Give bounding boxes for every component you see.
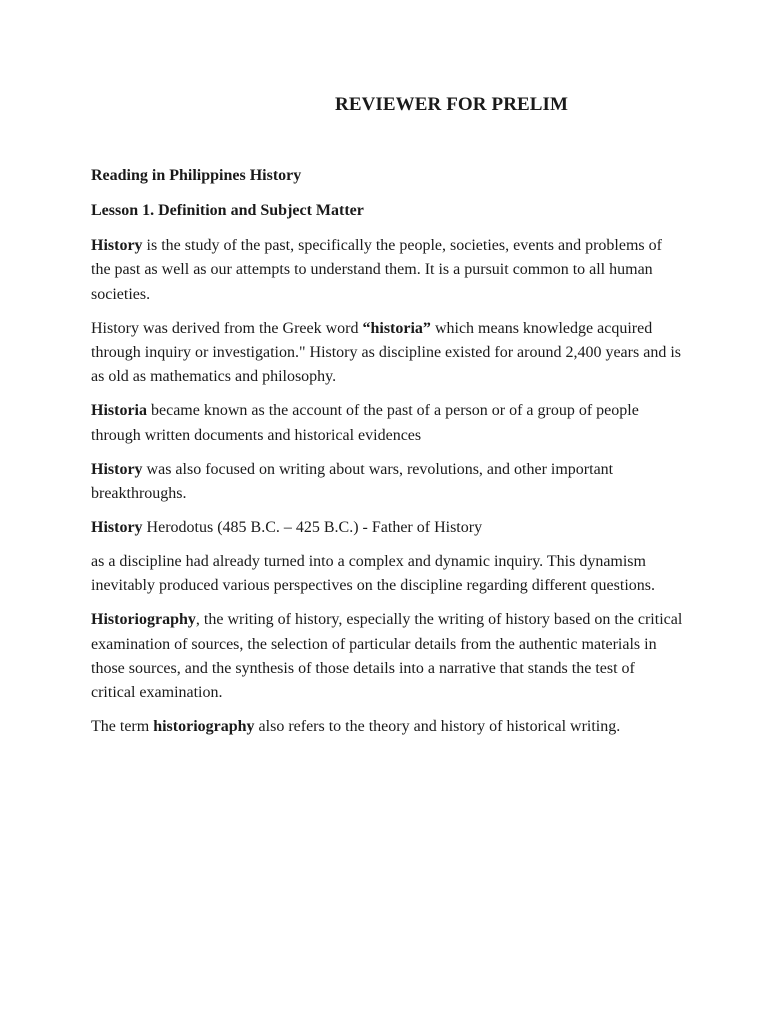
paragraph-text: Herodotus (485 B.C. – 425 B.C.) - Father of History	[142, 518, 483, 536]
document-body	[91, 164, 683, 749]
paragraph-discipline: as a discipline had already turned into a complex and dynamic inquiry. This dynamism inevitably produced various perspectives on the discipline regarding different questions.	[91, 552, 655, 595]
term-historiography: historiography	[153, 718, 255, 736]
paragraph-text: , the writing of history, especially the writing of history based on the critical examination of sources, the selection of particular details from the authentic materials in those sources, and the synthesis of those details into a narrative that stands the test of critical examination.	[91, 611, 683, 702]
term-historia: Historia	[91, 402, 147, 420]
term-historiography: Historiography	[91, 611, 196, 629]
paragraph-history-definition	[91, 234, 683, 307]
paragraph-history-wars	[91, 458, 683, 507]
paragraph-text-before: History was derived from the Greek word	[91, 319, 363, 337]
paragraph-historia-account	[91, 399, 683, 448]
term-history: History	[91, 518, 143, 536]
paragraph-text: is the study of the past, specifically the people, societies, events and problems of the past as well as our attempts to understand them. It is a pursuit common to all human societies.	[91, 236, 662, 303]
subject-heading: Reading in Philippines History	[91, 167, 302, 184]
document-title: REVIEWER FOR PRELIM	[335, 94, 569, 115]
paragraph-historia-origin	[91, 317, 683, 390]
term-historia-quoted: “historia”	[362, 319, 431, 337]
paragraph-historiography-definition	[91, 608, 683, 706]
term-history: History	[91, 236, 143, 254]
paragraph-text-after: also refers to the theory and history of historical writing.	[254, 718, 621, 736]
paragraph-text: was also focused on writing about wars, revolutions, and other important breakthroughs.	[91, 460, 614, 502]
paragraph-text-before: The term	[91, 718, 154, 736]
term-history: History	[91, 460, 143, 478]
paragraph-text: became known as the account of the past of a person or of a group of people through written documents and historical evidences	[91, 402, 639, 444]
paragraph-text-after: which means knowledge acquired through inquiry or investigation." History as discipline existed for around 2,400 years and is as old as mathematics and philosophy.	[91, 319, 681, 386]
paragraph-herodotus	[91, 516, 683, 540]
paragraph-historiography-theory	[91, 715, 683, 739]
lesson-heading: Lesson 1. Definition and Subject Matter	[91, 202, 364, 220]
